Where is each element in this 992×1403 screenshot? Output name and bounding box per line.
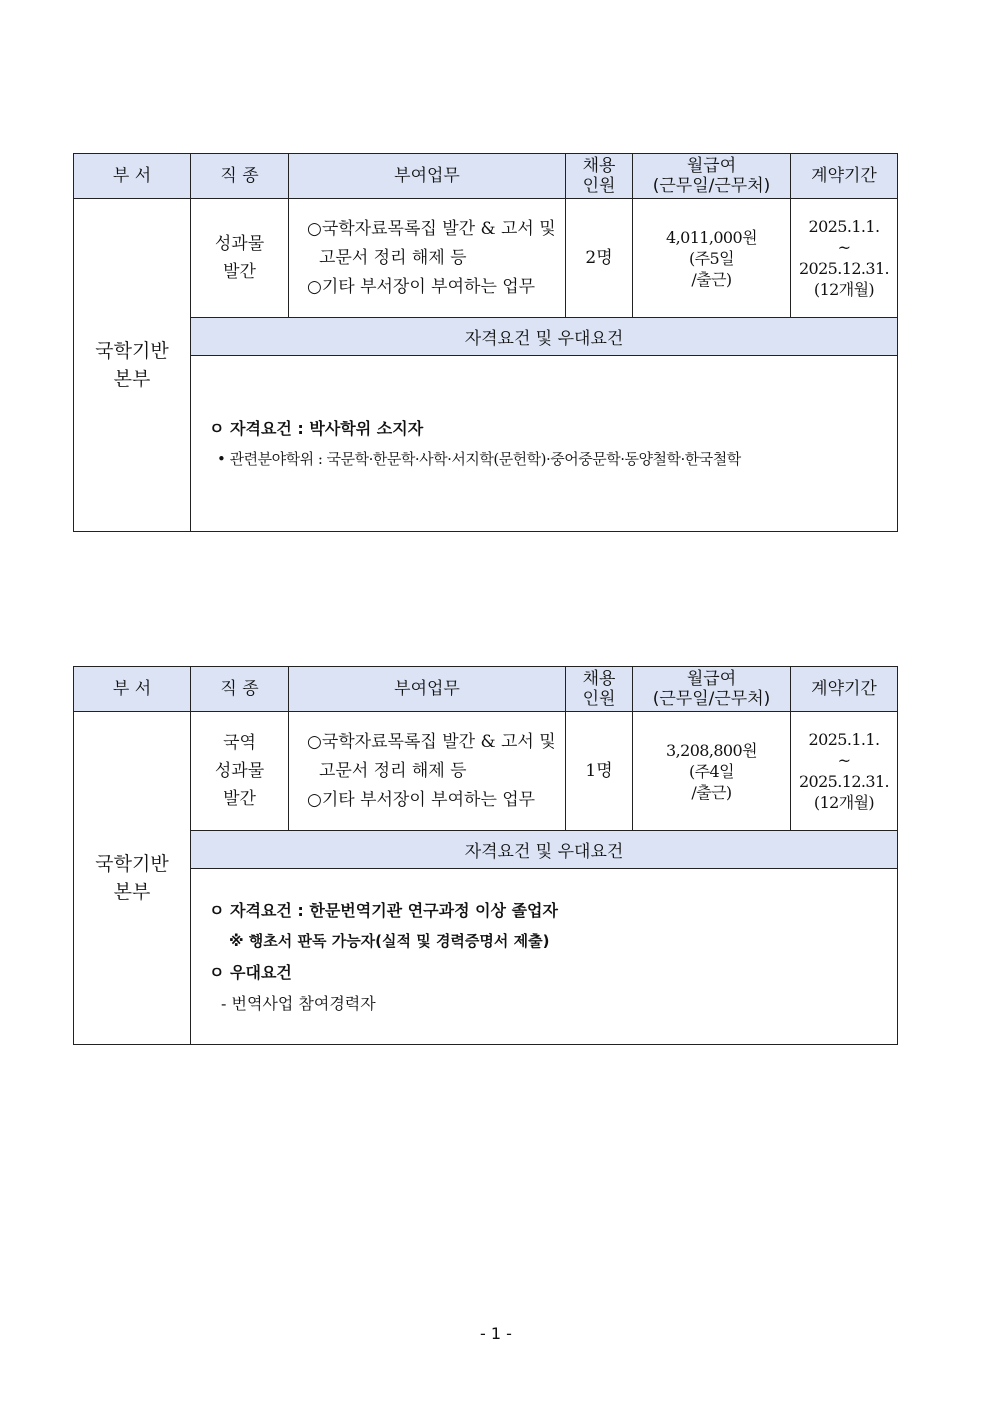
page-number: - 1 - <box>480 1324 512 1343</box>
period-end: 2025.12.31. <box>798 259 890 278</box>
header-count-line1: 채용 <box>582 668 616 689</box>
dept-cell <box>74 199 191 532</box>
job-posting-table-2 <box>73 666 898 1045</box>
period-months: (12개월) <box>813 793 875 812</box>
header-pay <box>633 154 791 199</box>
qual-title: 자격요건 및 우대요건 <box>191 318 898 356</box>
header-dept: 부 서 <box>74 154 191 199</box>
period-tilde: ~ <box>837 238 851 257</box>
pay-cell <box>633 712 791 831</box>
posting-row <box>74 199 898 318</box>
qual-body-row <box>74 869 898 1045</box>
qual-requirement: ㅇ 자격요건 : 박사학위 소지자 <box>209 418 424 438</box>
duty-cell <box>289 199 566 318</box>
header-count-line2: 인원 <box>582 176 616 196</box>
header-period: 계약기간 <box>791 154 898 199</box>
header-pay <box>633 667 791 712</box>
qual-degree-fields: • 관련분야학위 : 국문학·한문학·사학·서지학(문헌학)·중어중문학·동양철학·한국철학 <box>217 449 741 468</box>
job-type-line: 발간 <box>223 789 256 809</box>
job-type-line: 성과물 <box>214 761 265 781</box>
header-count <box>566 667 633 712</box>
period-tilde: ~ <box>837 751 851 770</box>
preference-heading: ㅇ 우대요건 <box>209 962 292 982</box>
count-cell: 1명 <box>566 712 633 831</box>
qual-body <box>191 869 898 1045</box>
pay-amount: 4,011,000원 <box>666 227 757 247</box>
job-type-cell <box>191 199 289 318</box>
pay-place: /출근) <box>691 782 732 802</box>
dept-line2: 본부 <box>113 881 151 903</box>
header-period: 계약기간 <box>791 667 898 712</box>
dept-cell <box>74 712 191 1045</box>
dept-line1: 국학기반 <box>95 853 169 875</box>
header-pay-line2: (근무일/근무처) <box>652 176 771 196</box>
qual-title-row <box>74 831 898 869</box>
period-start: 2025.1.1. <box>808 730 880 749</box>
period-cell <box>791 712 898 831</box>
period-start: 2025.1.1. <box>808 217 880 236</box>
duty-line: ○국학자료목록집 발간 & 고서 및 <box>307 218 556 239</box>
job-type-cell <box>191 712 289 831</box>
header-count-line2: 인원 <box>582 689 616 709</box>
duty-line: ○국학자료목록집 발간 & 고서 및 <box>307 731 556 752</box>
posting-row <box>74 712 898 831</box>
header-duty: 부여업무 <box>289 154 566 199</box>
header-dept: 부 서 <box>74 667 191 712</box>
qual-requirement: ㅇ 자격요건 : 한문번역기관 연구과정 이상 졸업자 <box>209 900 558 920</box>
duty-line: ○기타 부서장이 부여하는 업무 <box>307 276 536 297</box>
qual-body-row <box>74 356 898 532</box>
qual-note: ※ 행초서 판독 가능자(실적 및 경력증명서 제출) <box>229 931 550 950</box>
pay-cell <box>633 199 791 318</box>
duty-line: 고문서 정리 해제 등 <box>319 760 467 781</box>
preference-item: - 번역사업 참여경력자 <box>221 993 376 1013</box>
header-count-line1: 채용 <box>582 155 616 176</box>
period-end: 2025.12.31. <box>798 772 890 791</box>
qual-body <box>191 356 898 532</box>
header-row <box>74 154 898 199</box>
qual-title-row <box>74 318 898 356</box>
header-row <box>74 667 898 712</box>
duty-line: ○기타 부서장이 부여하는 업무 <box>307 789 536 810</box>
period-cell <box>791 199 898 318</box>
period-months: (12개월) <box>813 280 875 299</box>
job-posting-table-1 <box>73 153 898 532</box>
pay-place: /출근) <box>691 269 732 289</box>
pay-days: (주4일 <box>689 761 734 781</box>
header-pay-line1: 월급여 <box>686 668 737 689</box>
dept-line1: 국학기반 <box>95 340 169 362</box>
job-type-line: 성과물 <box>214 234 265 254</box>
dept-line2: 본부 <box>113 368 151 390</box>
header-duty: 부여업무 <box>289 667 566 712</box>
header-count <box>566 154 633 199</box>
count-cell: 2명 <box>566 199 633 318</box>
qual-title: 자격요건 및 우대요건 <box>191 831 898 869</box>
duty-cell <box>289 712 566 831</box>
job-type-line: 국역 <box>223 733 256 753</box>
job-type-line: 발간 <box>223 262 256 282</box>
header-pay-line1: 월급여 <box>686 155 737 176</box>
pay-amount: 3,208,800원 <box>666 740 757 760</box>
duty-line: 고문서 정리 해제 등 <box>319 247 467 268</box>
header-job-type: 직 종 <box>191 667 289 712</box>
header-job-type: 직 종 <box>191 154 289 199</box>
pay-days: (주5일 <box>689 248 734 268</box>
header-pay-line2: (근무일/근무처) <box>652 689 771 709</box>
